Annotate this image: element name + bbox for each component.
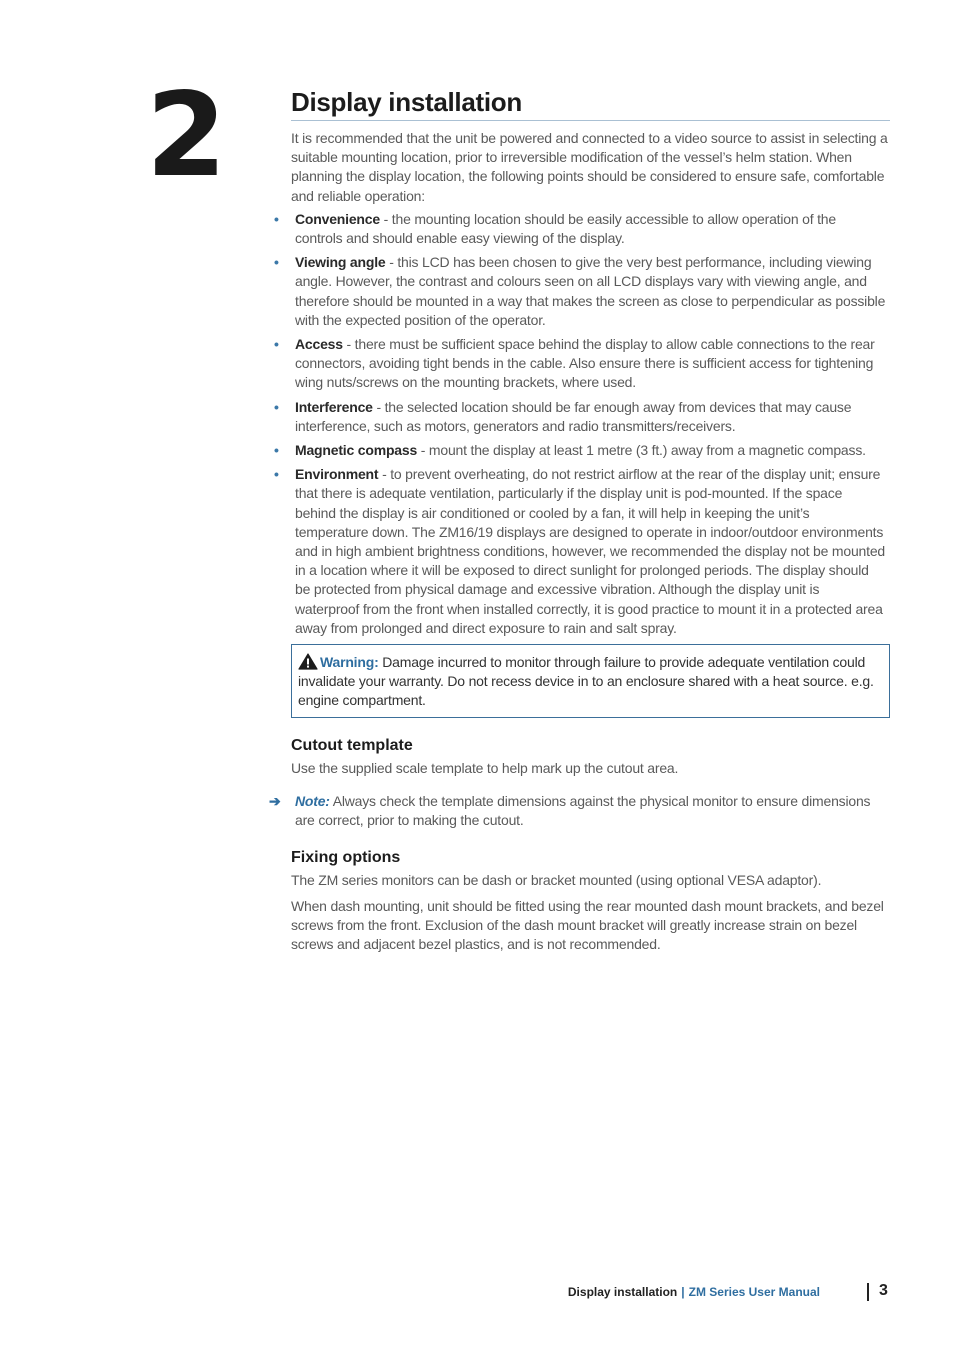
list-item (272, 210, 886, 248)
bullet-text: - there must be sufficient space behind the display to allow cable connections to the rear connectors, avoiding tight bends in the cable. Also ensure there is sufficient access for tightening wing nuts/screws on the mounting brackets, where used. (295, 336, 875, 391)
bullet-term: Convenience (295, 210, 380, 227)
bullet-term: Access (295, 336, 343, 353)
note-block (269, 792, 890, 830)
note-label: Note: (295, 792, 330, 809)
bullet-term: Environment (295, 466, 379, 483)
fixing-paragraph-2: When dash mounting, unit should be fitted using the rear mounted dash mount brackets, and bezel screws from the front. Exclusion of the dash mount bracket will greatly increase strain on bezel screws and adjacent bezel plastics, and is not recommended. (291, 897, 884, 952)
bullet-text: - to prevent overheating, do not restrict airflow at the rear of the display unit; ensure that there is adequate ventilation, particularly if the display unit is pod-mounted. If the space behind the display is air conditioned or cooled by a fan, it will help in keeping the unit’s temperature down. The ZM16/19 displays are designed to operate in indoor/outdoor environments and in high ambient brightness conditions, however, we recommended the display not be mounted in a location where it will be exposed to direct sunlight for prolonged periods. The display should be protected from physical damage and excessive vibration. Although the display unit is waterproof from the front when installed correctly, it is good practice to mount it in a protected area away from prolonged and direct exposure to rain and salt spray. (295, 466, 885, 636)
note-text: Always check the template dimensions against the physical monitor to ensure dimensions are correct, prior to making the cutout. (295, 792, 871, 829)
list-item (272, 398, 886, 436)
bullet-icon: • (274, 466, 279, 483)
warning-text: Damage incurred to monitor through failure to provide adequate ventilation could invalidate your warranty. Do not recess device in to an enclosure shared with a heat source. e.g. engine compartment. (298, 654, 874, 709)
bullet-icon: • (274, 442, 279, 459)
bullet-term: Magnetic compass (295, 442, 418, 459)
page-number: 3 (879, 1282, 888, 1299)
footer-label (568, 1283, 820, 1301)
list-item (272, 253, 886, 330)
footer-separator: | (681, 1285, 685, 1299)
chapter-number: 2 (146, 68, 223, 203)
bullet-text: - mount the display at least 1 metre (3 ft.) away from a magnetic compass. (417, 442, 866, 459)
page-title: Display installation (291, 86, 890, 121)
bullet-term: Interference (295, 398, 373, 415)
list-item (272, 441, 886, 460)
bullet-icon: • (274, 210, 279, 227)
footer-section-title: Display installation (567, 1285, 678, 1299)
warning-triangle-icon (298, 653, 318, 670)
list-item (272, 465, 886, 638)
considerations-list (272, 210, 886, 638)
page-footer (0, 1283, 954, 1303)
bullet-icon: • (274, 254, 279, 271)
cutout-text: Use the supplied scale template to help mark up the cutout area. (291, 759, 679, 776)
fixing-paragraph-1: The ZM series monitors can be dash or bracket mounted (using optional VESA adaptor). (291, 872, 822, 889)
bullet-text: - the mounting location should be easily accessible to allow operation of the controls and should enable easy viewing of the display. (295, 210, 836, 247)
warning-label: Warning: (320, 654, 379, 671)
warning-box (291, 644, 890, 718)
fixing-heading: Fixing options (291, 849, 401, 867)
cutout-heading: Cutout template (291, 736, 413, 754)
bullet-icon: • (274, 398, 279, 415)
main-content (269, 86, 890, 954)
bullet-icon: • (274, 336, 279, 353)
bullet-term: Viewing angle (295, 254, 386, 271)
intro-paragraph: It is recommended that the unit be powered and connected to a video source to assist in selecting a suitable mounting location, prior to irreversible modification of the vessel’s helm station. When planning the display location, the following points should be considered to ensure safe, comfortable and reliable operation: (291, 130, 888, 204)
footer-manual-title: ZM Series User Manual (688, 1285, 820, 1299)
footer-divider (867, 1283, 869, 1301)
list-item (272, 335, 886, 393)
arrow-right-icon: ➔ (269, 792, 281, 809)
bullet-text: - this LCD has been chosen to give the very best performance, including viewing angle. However, the contrast and colours seen on all LCD displays vary with viewing angle, and therefore should be mounted in a way that makes the screen as close to perpendicular as possible with the expected position of the operator. (295, 254, 886, 328)
bullet-text: - the selected location should be far enough away from devices that may cause interference, such as motors, generators and radio transmitters/receivers. (295, 398, 852, 434)
